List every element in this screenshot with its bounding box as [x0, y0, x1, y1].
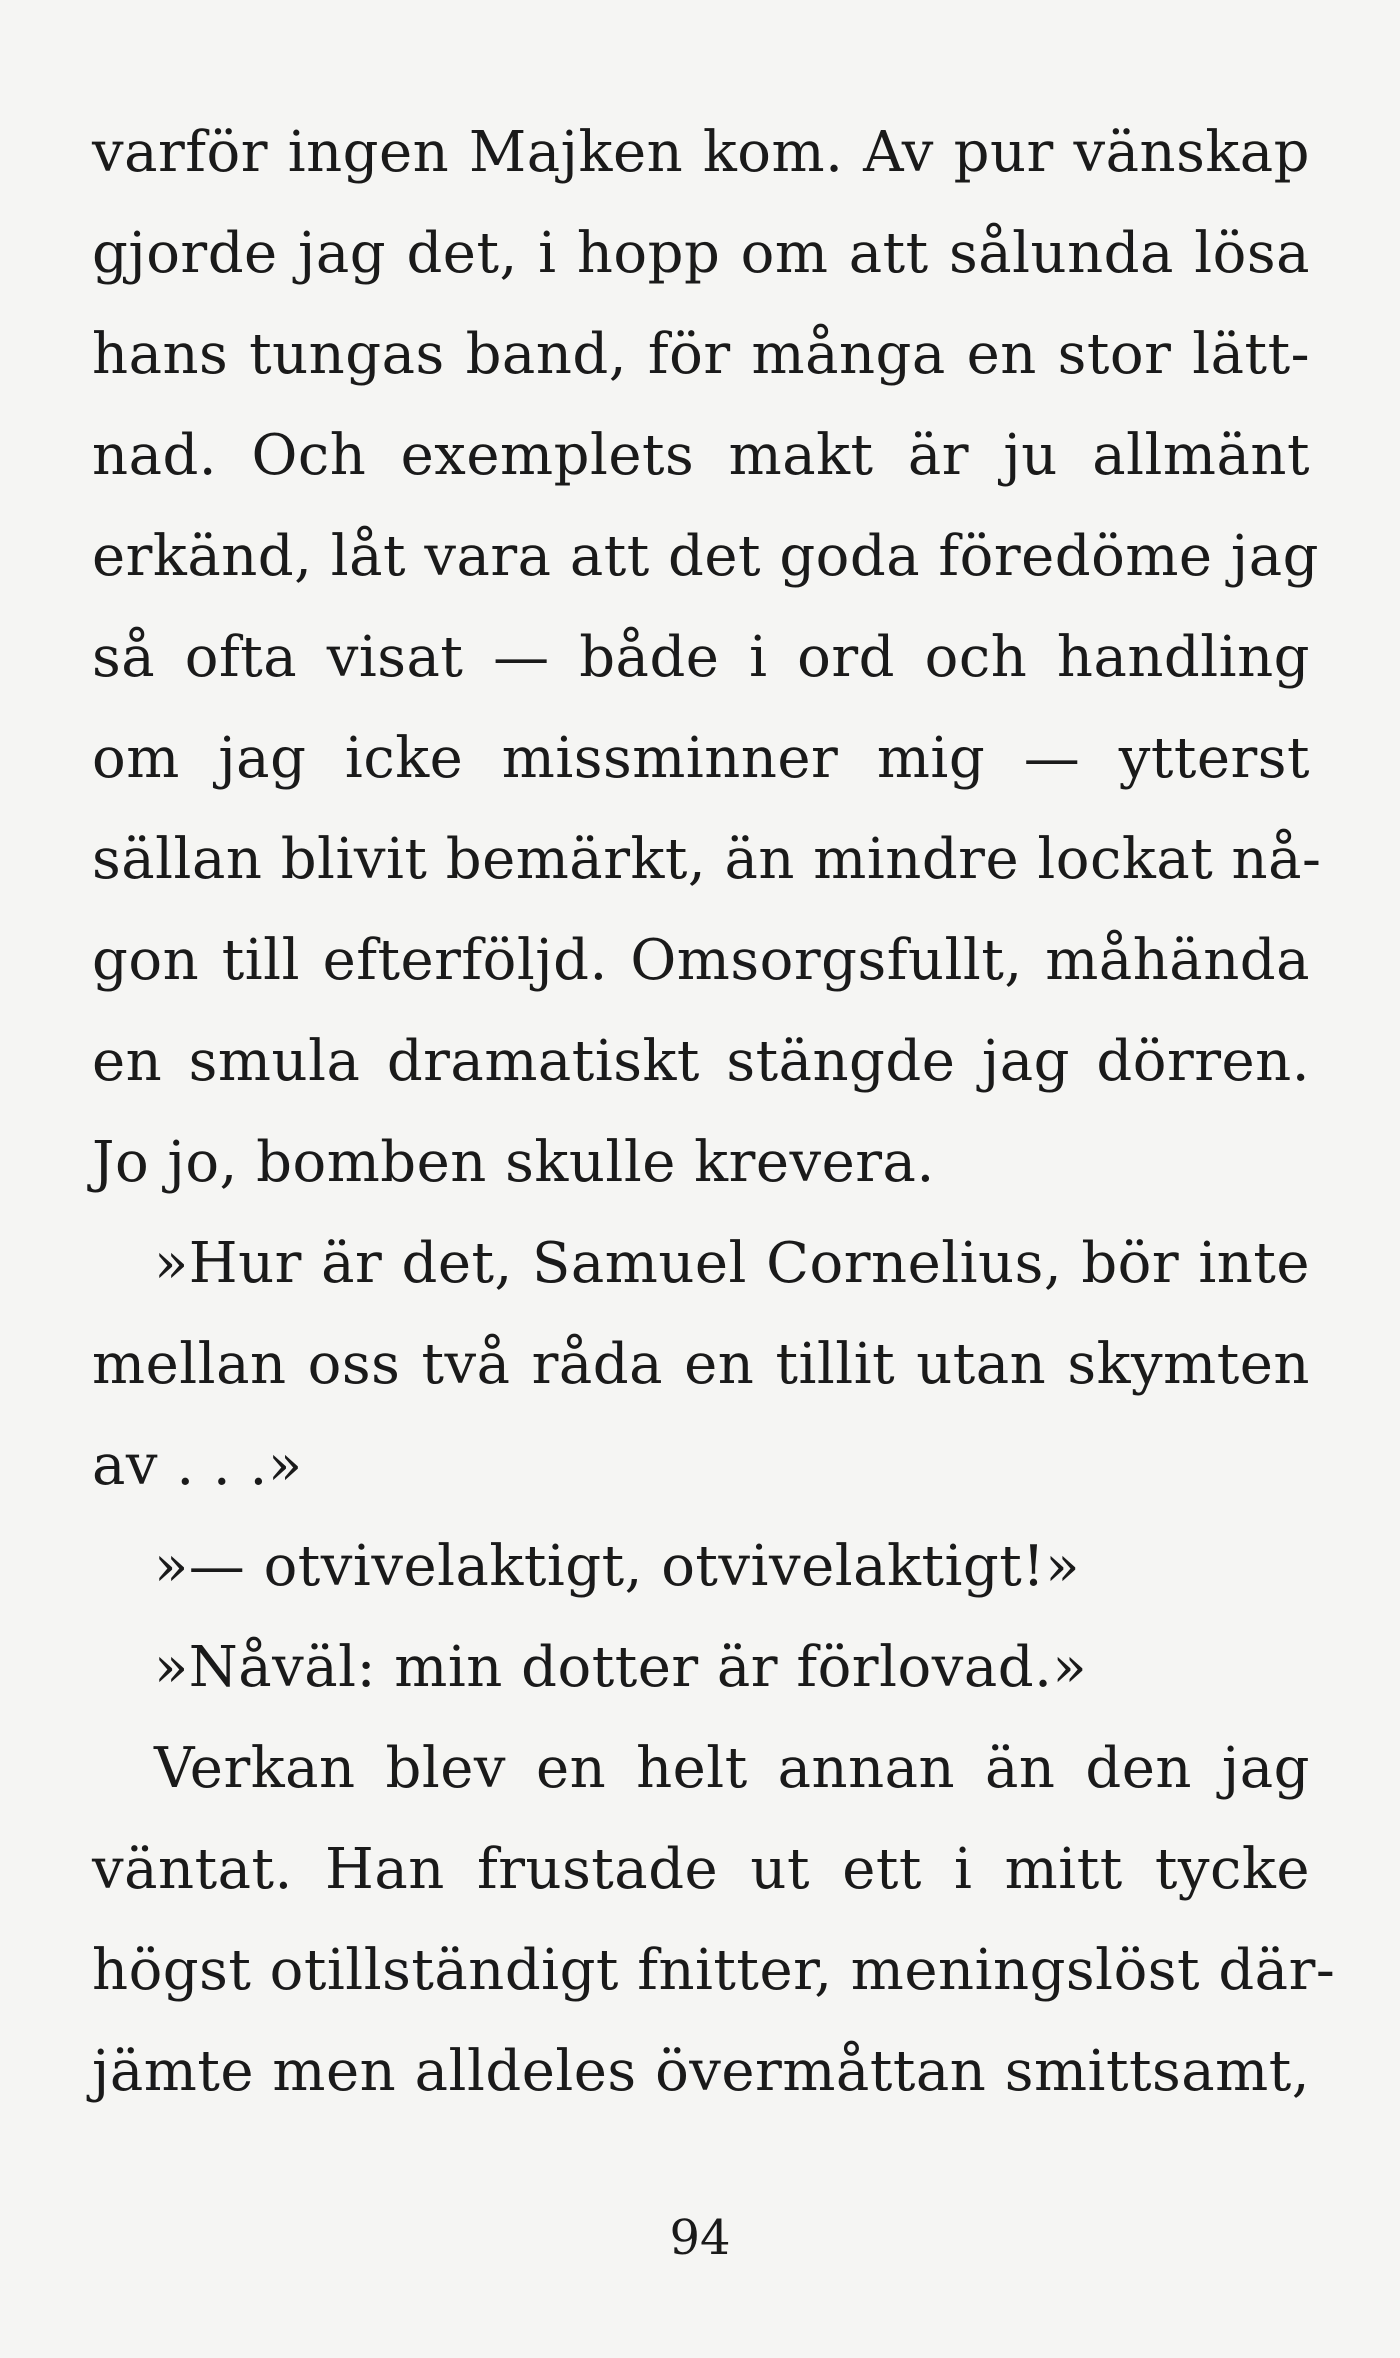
- text-line: nad. Och exemplets makt är ju allmänt: [92, 423, 1310, 488]
- text-line: gon till efterföljd. Omsorgsfullt, måhända: [92, 928, 1310, 993]
- text-line: sällan blivit bemärkt, än mindre lockat nå-: [92, 827, 1322, 892]
- text-line: varför ingen Majken kom. Av pur vänskap: [92, 120, 1310, 185]
- text-line: gjorde jag det, i hopp om att sålunda lösa: [92, 221, 1310, 286]
- text-line: av . . .»: [92, 1433, 303, 1498]
- text-line: Verkan blev en helt annan än den jag: [154, 1736, 1310, 1801]
- text-line: Jo jo, bomben skulle krevera.: [92, 1130, 935, 1195]
- text-line: erkänd, låt vara att det goda föredöme jag: [92, 524, 1319, 589]
- text-line: jämte men alldeles övermåttan smittsamt,: [92, 2039, 1310, 2104]
- page-number: 94: [669, 2210, 731, 2266]
- text-line: mellan oss två råda en tillit utan skymten: [92, 1332, 1310, 1397]
- text-line: »— otvivelaktigt, otvivelaktigt!»: [154, 1534, 1081, 1599]
- text-line: högst otillständigt fnitter, meningslöst där-: [92, 1938, 1336, 2003]
- text-line: hans tungas band, för många en stor lätt-: [92, 322, 1310, 387]
- text-line: »Hur är det, Samuel Cornelius, bör inte: [154, 1231, 1310, 1296]
- text-line: »Nåväl: min dotter är förlovad.»: [154, 1635, 1088, 1700]
- text-line: så ofta visat — både i ord och handling: [92, 625, 1310, 690]
- text-line: om jag icke missminner mig — ytterst: [92, 726, 1310, 791]
- text-line: väntat. Han frustade ut ett i mitt tycke: [92, 1837, 1310, 1902]
- text-line: en smula dramatiskt stängde jag dörren.: [92, 1029, 1310, 1094]
